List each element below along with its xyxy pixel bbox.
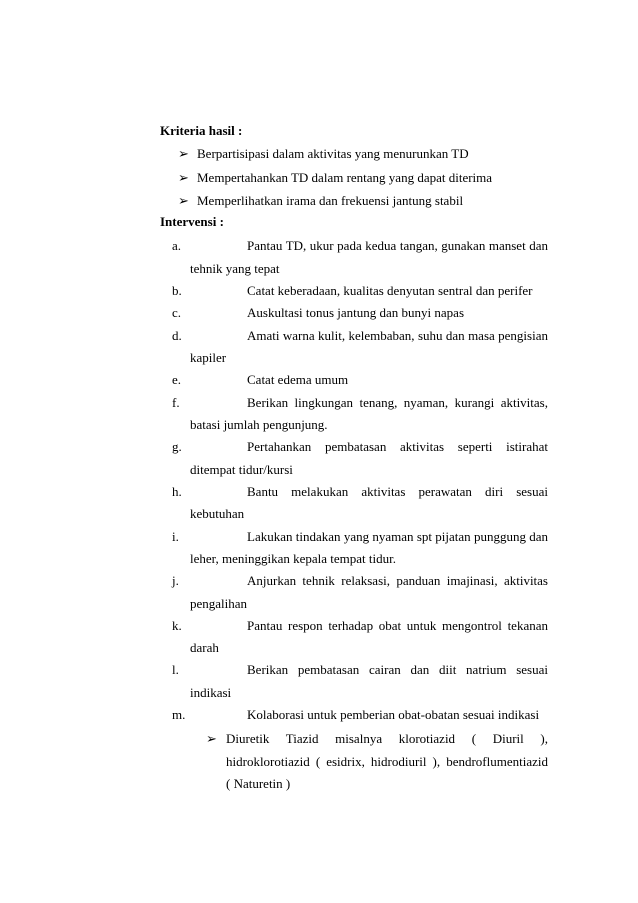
intervensi-item-text: Pantau TD, ukur pada kedua tangan, gunakan manset dan [247,238,548,253]
intervensi-letter: f. [172,395,180,410]
intervensi-item-text: Pantau respon terhadap obat untuk mengontrol tekanan [247,618,548,633]
kriteria-item: Memperlihatkan irama dan frekuensi jantung stabil [197,193,464,208]
sub-bullet-text: hidroklorotiazid ( esidrix, hidrodiuril ), bendroflumentiazid [226,754,548,769]
intervensi-item-continuation: ditempat tidur/kursi [190,462,293,477]
intervensi-letter: b. [172,283,182,298]
arrow-bullet-icon: ➢ [178,146,189,161]
intervensi-item-text: Kolaborasi untuk pemberian obat-obatan sesuai indikasi [247,707,540,722]
intervensi-item-continuation: leher, meninggikan kepala tempat tidur. [190,551,396,566]
intervensi-letter: j. [172,573,179,588]
arrow-bullet-icon: ➢ [178,170,189,185]
intervensi-item-text: Auskultasi tonus jantung dan bunyi napas [247,305,465,320]
intervensi-letter: c. [172,305,182,320]
intervensi-item-continuation: darah [190,640,219,655]
intervensi-item-text: Bantu melakukan aktivitas perawatan diri sesuai [247,484,548,499]
intervensi-item-text: Catat keberadaan, kualitas denyutan sentral dan perifer [247,283,533,298]
intervensi-item-continuation: batasi jumlah pengunjung. [190,417,328,432]
intervensi-letter: d. [172,328,182,343]
intervensi-letter: g. [172,439,182,454]
intervensi-heading: Intervensi : [160,214,224,229]
intervensi-letter: i. [172,529,179,544]
intervensi-item-text: Pertahankan pembatasan aktivitas seperti istirahat [247,439,548,454]
sub-bullet-text: ( Naturetin ) [226,776,291,791]
arrow-bullet-icon: ➢ [178,193,189,208]
intervensi-letter: l. [172,662,179,677]
intervensi-item-text: Anjurkan tehnik relaksasi, panduan imajinasi, aktivitas [247,573,548,588]
intervensi-item-text: Amati warna kulit, kelembaban, suhu dan masa pengisian [247,328,548,343]
kriteria-item: Mempertahankan TD dalam rentang yang dapat diterima [197,170,493,185]
intervensi-item-continuation: kebutuhan [190,506,245,521]
intervensi-item-text: Lakukan tindakan yang nyaman spt pijatan punggung dan [247,529,548,544]
intervensi-item-continuation: kapiler [190,350,227,365]
kriteria-item: Berpartisipasi dalam aktivitas yang menurunkan TD [197,146,469,161]
intervensi-letter: h. [172,484,182,499]
intervensi-letter: k. [172,618,182,633]
intervensi-letter: m. [172,707,186,722]
kriteria-heading: Kriteria hasil : [160,123,243,138]
intervensi-item-continuation: tehnik yang tepat [190,261,280,276]
intervensi-item-text: Catat edema umum [247,372,349,387]
intervensi-item-text: Berikan lingkungan tenang, nyaman, kurangi aktivitas, [247,395,548,410]
intervensi-item-continuation: indikasi [190,685,232,700]
sub-bullet-text: Diuretik Tiazid misalnya klorotiazid ( Diuril ), [226,731,548,746]
intervensi-item-continuation: pengalihan [190,596,248,611]
intervensi-letter: a. [172,238,182,253]
intervensi-item-text: Berikan pembatasan cairan dan diit natrium sesuai [247,662,548,677]
arrow-bullet-icon: ➢ [206,731,217,746]
intervensi-letter: e. [172,372,182,387]
